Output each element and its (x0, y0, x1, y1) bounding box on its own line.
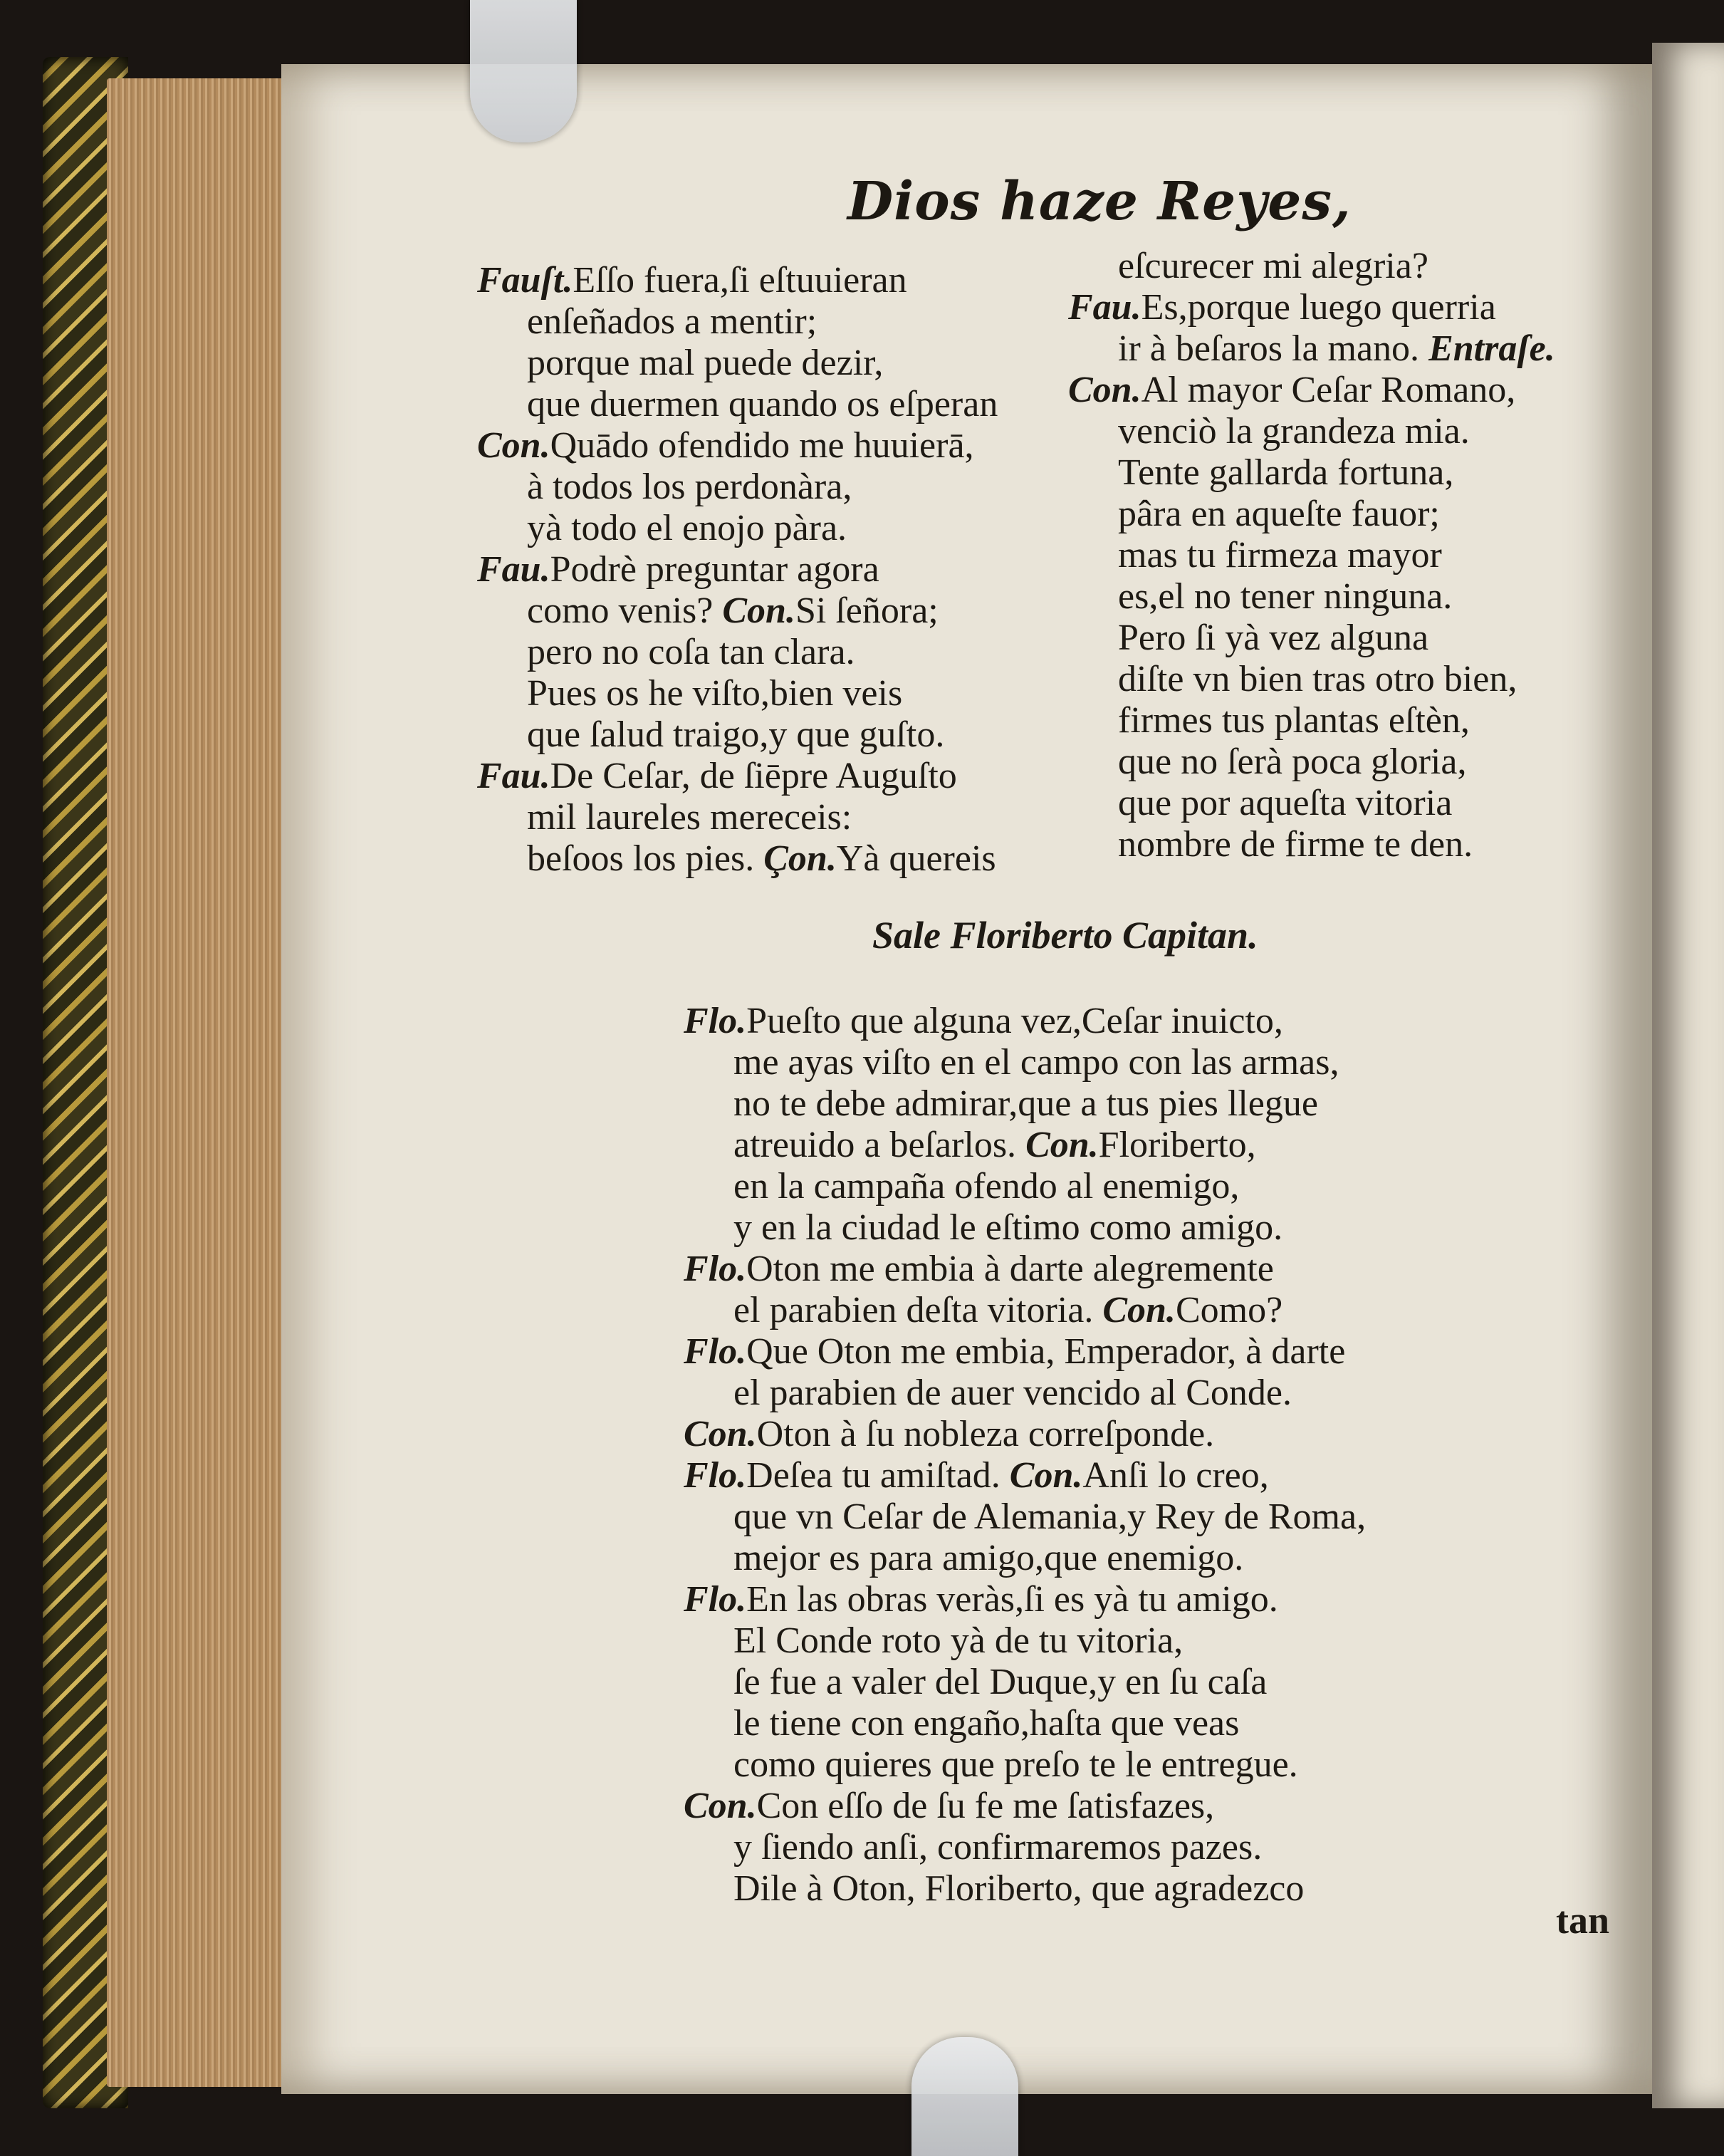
verse-text: el parabien deſta vitoria. (733, 1290, 1094, 1330)
verse-text: Quādo ofendido me huuierā, (550, 425, 974, 466)
verse-text: Pueſto que alguna vez,Ceſar inuicto, (746, 1001, 1283, 1041)
speaker-label: Fau. (477, 549, 550, 590)
verse-text: Deſea tu amiſtad. (746, 1455, 1001, 1496)
verse-line (477, 632, 1061, 673)
speaker-label: Con. (1102, 1290, 1176, 1330)
verse-text: Yà quereis (836, 838, 996, 879)
verse-text: Eſſo fuera,ſi eſtuuieran (573, 260, 907, 301)
verse-line (684, 1207, 1481, 1249)
verse-line (477, 673, 1061, 714)
speaker-label: Fauſt. (477, 260, 573, 301)
speaker-label: Fau. (1068, 287, 1142, 328)
verse-line (477, 508, 1061, 549)
verse-line (1068, 659, 1609, 700)
bottom-verse-block (684, 1001, 1481, 1910)
verse-text: Con eſſo de ſu fe me ſatisfazes, (756, 1786, 1215, 1826)
verse-text: enſeñados a mentir; (527, 301, 817, 342)
verse-line (684, 1827, 1481, 1868)
speaker-label: Con. (722, 590, 795, 631)
verse-line (684, 1455, 1481, 1496)
verse-line (477, 260, 1061, 301)
verse-line (477, 343, 1061, 384)
verse-text: nombre de firme te den. (1118, 824, 1473, 865)
verse-line (477, 549, 1061, 590)
speaker-label: Con. (477, 425, 550, 466)
verse-line (684, 1786, 1481, 1827)
verse-text: En las obras veràs,ſi es yà tu amigo. (746, 1579, 1278, 1620)
verse-text: que no ſerà poca gloria, (1118, 741, 1467, 782)
verse-text: Si ſeñora; (795, 590, 939, 631)
verse-text: porque mal puede dezir, (527, 343, 884, 383)
verse-text: Que Oton me embia, Emperador, à darte (746, 1331, 1346, 1372)
verse-text: que por aqueſta vitoria (1118, 783, 1453, 823)
right-column (1068, 246, 1609, 865)
verse-text: como venis? (527, 590, 714, 631)
verse-line (684, 1496, 1481, 1538)
speaker-label: Con. (1009, 1455, 1083, 1496)
verse-text: atreuido a beſarlos. (733, 1125, 1017, 1165)
verse-text: ir à beſaros la mano. (1118, 328, 1420, 369)
verse-text: De Ceſar, de ſiēpre Auguſto (550, 756, 957, 796)
stage-heading: Sale Floriberto Capitan. (872, 914, 1258, 957)
verse-text: Oton à ſu nobleza correſponde. (756, 1414, 1215, 1454)
verse-line (1068, 246, 1609, 287)
verse-line (1068, 535, 1609, 576)
verse-line (684, 1083, 1481, 1125)
verse-line (477, 425, 1061, 467)
verse-text: es,el no tener ninguna. (1118, 576, 1453, 617)
stage-direction: Entraſe. (1428, 328, 1555, 369)
verse-text: mejor es para amigo,que enemigo. (733, 1538, 1244, 1578)
verse-line (684, 1579, 1481, 1620)
verse-line (477, 714, 1061, 756)
verse-line (684, 1249, 1481, 1290)
verse-text: El Conde roto yà de tu vitoria, (733, 1620, 1184, 1661)
verse-text: que ſalud traigo,y que guſto. (527, 714, 945, 755)
verse-line (1068, 370, 1609, 411)
verse-text: Como? (1175, 1290, 1283, 1330)
verse-text: mas tu firmeza mayor (1118, 535, 1442, 576)
verse-text: el parabien de auer vencido al Conde. (733, 1373, 1292, 1413)
verse-text: Anſi lo creo, (1082, 1455, 1269, 1496)
verse-line (684, 1290, 1481, 1331)
page-clip-bottom (911, 2037, 1018, 2156)
speaker-label: Flo. (684, 1249, 747, 1289)
speaker-label: Con. (684, 1414, 757, 1454)
verse-line (1068, 452, 1609, 494)
verse-text: diſte vn bien tras otro bien, (1118, 659, 1517, 699)
verse-line (684, 1001, 1481, 1042)
speaker-label: Con. (1068, 370, 1142, 410)
verse-line (684, 1125, 1481, 1166)
verse-line (684, 1166, 1481, 1207)
verse-line (684, 1331, 1481, 1373)
verse-text: en la campaña ofendo al enemigo, (733, 1166, 1240, 1207)
left-column (477, 260, 1061, 880)
speaker-label: Flo. (684, 1331, 747, 1372)
page-stack-edge (107, 78, 285, 2087)
running-title: Dios haze Reyes, (847, 171, 1352, 232)
verse-line (684, 1620, 1481, 1662)
verse-line (1068, 576, 1609, 618)
verse-text: Floriberto, (1098, 1125, 1256, 1165)
verse-text: y ſiendo anſi, confirmaremos pazes. (733, 1827, 1263, 1868)
verse-text: no te debe admirar,que a tus pies llegue (733, 1083, 1318, 1124)
speaker-label: Con. (684, 1786, 757, 1826)
verse-text: beſoos los pies. (527, 838, 755, 879)
verse-text: Dile à Oton, Floriberto, que agradezco (733, 1868, 1305, 1909)
speaker-label: Flo. (684, 1455, 747, 1496)
verse-line (684, 1538, 1481, 1579)
verse-text: que duermen quando os eſperan (527, 384, 998, 425)
verse-text: Oton me embia à darte alegremente (746, 1249, 1274, 1289)
verse-line (1068, 411, 1609, 452)
verse-text: yà todo el enojo pàra. (527, 508, 847, 548)
verse-line (1068, 700, 1609, 741)
verse-text: me ayas viſto en el campo con las armas, (733, 1042, 1339, 1083)
facing-page-edge (1652, 43, 1724, 2108)
verse-line (477, 590, 1061, 632)
verse-line (684, 1373, 1481, 1414)
verse-line (477, 301, 1061, 343)
speaker-label: Fau. (477, 756, 550, 796)
verse-line (684, 1703, 1481, 1744)
verse-line (684, 1414, 1481, 1455)
speaker-label: Flo. (684, 1579, 747, 1620)
verse-text: Al mayor Ceſar Romano, (1141, 370, 1516, 410)
verse-text: y en la ciudad le eſtimo como amigo. (733, 1207, 1283, 1248)
page-clip-top (470, 0, 577, 142)
speaker-label: Flo. (684, 1001, 747, 1041)
verse-line (1068, 741, 1609, 783)
verse-text: pâra en aqueſte fauor; (1118, 494, 1440, 534)
verse-text: firmes tus plantas eſtèn, (1118, 700, 1470, 741)
verse-text: Pues os he viſto,bien veis (527, 673, 903, 714)
verse-line (477, 838, 1061, 880)
verse-text: Tente gallarda fortuna, (1118, 452, 1454, 493)
verse-line (477, 797, 1061, 838)
verse-line (1068, 287, 1609, 328)
verse-text: mil laureles mereceis: (527, 797, 852, 838)
verse-line (1068, 824, 1609, 865)
catchword: tan (1556, 1899, 1610, 1942)
verse-line (684, 1042, 1481, 1083)
verse-text: Podrè preguntar agora (550, 549, 879, 590)
verse-line (477, 384, 1061, 425)
verse-line (684, 1868, 1481, 1910)
verse-text: ſe fue a valer del Duque,y en ſu caſa (733, 1662, 1268, 1702)
verse-text: pero no coſa tan clara. (527, 632, 855, 672)
verse-text: Pero ſi yà vez alguna (1118, 618, 1429, 658)
speaker-label: Con. (1025, 1125, 1099, 1165)
verse-line (1068, 328, 1609, 370)
verse-text: à todos los perdonàra, (527, 467, 852, 507)
verse-line (1068, 783, 1609, 824)
verse-text: le tiene con engaño,haſta que veas (733, 1703, 1240, 1744)
verse-line (684, 1744, 1481, 1786)
verse-text: Es,porque luego querria (1141, 287, 1496, 328)
verse-line (477, 467, 1061, 508)
verse-text: eſcurecer mi alegria? (1118, 246, 1428, 286)
verse-text: que vn Ceſar de Alemania,y Rey de Roma, (733, 1496, 1367, 1537)
verse-line (477, 756, 1061, 797)
verse-text: venciò la grandeza mia. (1118, 411, 1470, 452)
speaker-label: Çon. (763, 838, 837, 879)
verse-text: como quieres que preſo te le entregue. (733, 1744, 1298, 1785)
verse-line (684, 1662, 1481, 1703)
verse-line (1068, 618, 1609, 659)
verse-line (1068, 494, 1609, 535)
